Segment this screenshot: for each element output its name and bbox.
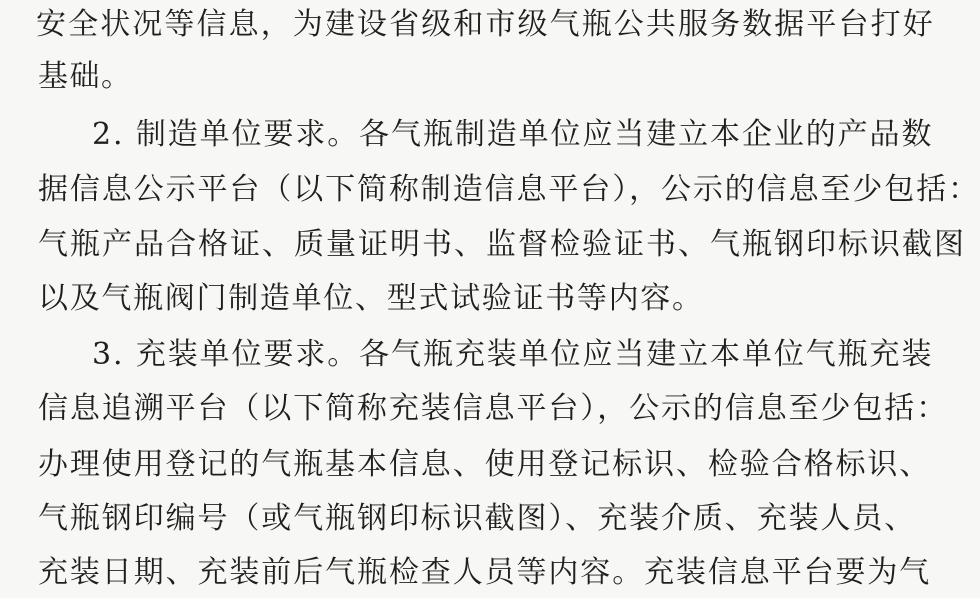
text-line: 据信息公示平台（以下简称制造信息平台），公示的信息至少包括： bbox=[38, 172, 980, 207]
text-line: 安全状况等信息，为建设省级和市级气瓶公共服务数据平台打好 bbox=[36, 7, 935, 42]
text-line: 以及气瓶阀门制造单位、型式试验证书等内容。 bbox=[38, 281, 704, 316]
text-line: 基础。 bbox=[38, 59, 133, 94]
text-line: 办理使用登记的气瓶基本信息、使用登记标识、检验合格标识、 bbox=[38, 447, 932, 482]
text-line: 信息追溯平台（以下简称充装信息平台），公示的信息至少包括： bbox=[38, 391, 949, 426]
text-line: 充装日期、充装前后气瓶检查人员等内容。充装信息平台要为气 bbox=[38, 555, 932, 590]
paragraph-3-first-line: 3. 充装单位要求。各气瓶充装单位应当建立本单位气瓶充装 bbox=[92, 337, 934, 372]
paragraph-2-first-line: 2. 制造单位要求。各气瓶制造单位应当建立本企业的产品数 bbox=[92, 117, 934, 152]
text-line: 气瓶钢印编号（或气瓶钢印标识截图）、充装介质、充装人员、 bbox=[38, 501, 917, 536]
text-line: 气瓶产品合格证、质量证明书、监督检验证书、气瓶钢印标识截图 bbox=[38, 227, 966, 262]
